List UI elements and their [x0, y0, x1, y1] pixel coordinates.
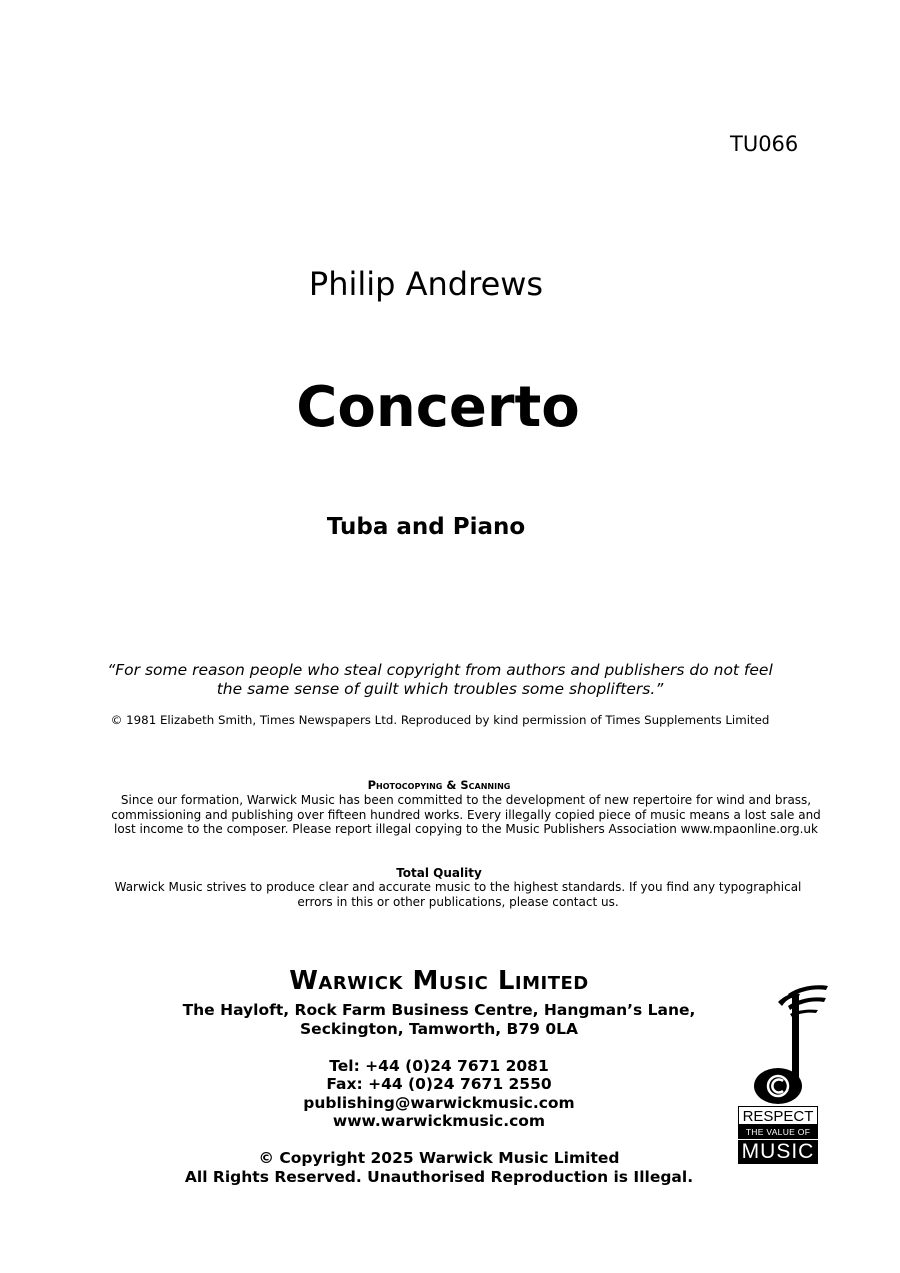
instrumentation: Tuba and Piano [326, 514, 526, 540]
photocopying-heading: Photocopying & Scanning [367, 778, 511, 792]
photocopying-line-2: commissioning and publishing over fifteen hundred works. Every illegally copied piece of music means a lost sale and [111, 807, 821, 822]
quote-credit: © 1981 Elizabeth Smith, Times Newspapers Ltd. Reproduced by kind permission of Times Supplements Limited [110, 713, 770, 727]
catalog-number: TU066 [730, 132, 799, 156]
logo-music-text: MUSIC [738, 1140, 818, 1164]
respect-the-value-of-music-logo [738, 982, 830, 1168]
logo-respect-text: RESPECT [738, 1106, 818, 1125]
rights-notice: All Rights Reserved. Unauthorised Reproduction is Illegal. [184, 1168, 694, 1186]
total-quality-line-1: Warwick Music strives to produce clear and accurate music to the highest standards. If you find any typographical [114, 880, 802, 894]
email-link[interactable]: publishing@warwickmusic.com [303, 1094, 575, 1112]
photocopying-line-3: lost income to the composer. Please report illegal copying to the Music Publishers Association www.mpaonline.org.uk [114, 822, 818, 836]
photocopying-text [100, 793, 832, 837]
website-link[interactable]: www.warwickmusic.com [332, 1112, 546, 1130]
composer-name: Philip Andrews [308, 265, 544, 303]
copyright-notice: © Copyright 2025 Warwick Music Limited [258, 1149, 620, 1167]
work-title: Concerto [296, 375, 580, 440]
quote-line-1: “For some reason people who steal copyright from authors and publishers do not feel [107, 661, 773, 679]
telephone: Tel: +44 (0)24 7671 2081 [329, 1057, 549, 1075]
total-quality-heading: Total Quality [396, 866, 482, 880]
logo-value-text: THE VALUE OF [738, 1125, 818, 1139]
total-quality-line-2: errors in this or other publications, please contact us. [297, 894, 619, 909]
music-note-copyright-icon [738, 982, 830, 1106]
publisher-name: Warwick Music Limited [289, 966, 589, 996]
total-quality-text [100, 880, 816, 909]
fax: Fax: +44 (0)24 7671 2550 [326, 1075, 552, 1093]
photocopying-line-1: Since our formation, Warwick Music has been committed to the development of new repertoire for wind and brass, [120, 793, 812, 807]
address-line-2: Seckington, Tamworth, B79 0LA [300, 1020, 578, 1038]
quote-line-2: the same sense of guilt which troubles some shoplifters.” [216, 680, 664, 698]
copyright-quote [0, 661, 880, 699]
address-line-1: The Hayloft, Rock Farm Business Centre, Hangman’s Lane, [182, 1001, 696, 1019]
